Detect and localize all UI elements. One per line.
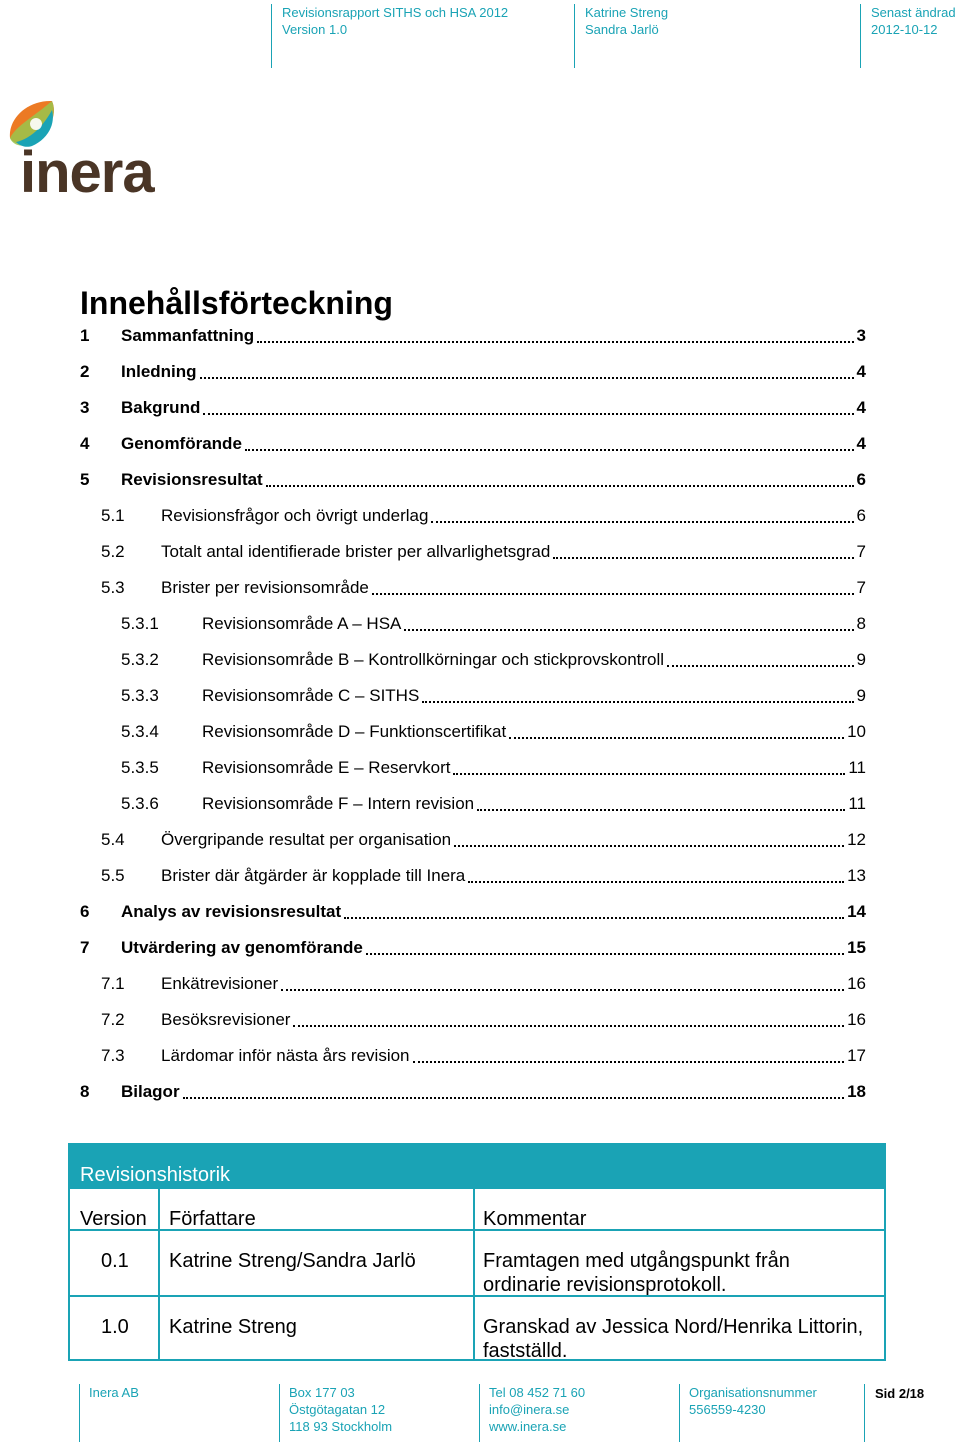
toc-leader-dots [422, 701, 853, 703]
toc-entry[interactable] [80, 966, 866, 1002]
toc-entry[interactable] [80, 354, 866, 390]
toc-entry[interactable] [80, 678, 866, 714]
toc-entry-page: 4 [856, 362, 866, 381]
revision-history-table [68, 1143, 886, 1361]
toc-title: Innehållsförteckning [80, 285, 393, 321]
header-changed-label: Senast ändrad [871, 5, 956, 20]
revision-version: 1.0 [101, 1316, 129, 1338]
toc-entry-title[interactable]: Sammanfattning [121, 326, 255, 345]
toc-entry[interactable] [80, 318, 866, 354]
header-version: Version 1.0 [282, 22, 348, 37]
toc-entry-number: 5.3.1 [121, 614, 159, 633]
toc-leader-dots [431, 521, 853, 523]
toc-entry-page: 14 [847, 902, 866, 921]
header-author-2: Sandra Jarlö [585, 22, 659, 37]
toc-entry-title[interactable]: Revisionsområde A – HSA [202, 614, 402, 633]
toc-leader-dots [257, 341, 853, 343]
toc-leader-dots [344, 917, 844, 919]
footer-org-label: Organisationsnummer [689, 1385, 817, 1400]
toc-entry-title[interactable]: Revisionsfrågor och övrigt underlag [161, 506, 429, 525]
footer-address-line: Östgötagatan 12 [289, 1402, 386, 1417]
footer-organisation [679, 1384, 817, 1442]
toc-leader-dots [266, 485, 854, 487]
footer-org-number: 556559-4230 [689, 1402, 766, 1417]
revision-version: 0.1 [101, 1250, 129, 1272]
table-divider [473, 1187, 475, 1361]
toc-leader-dots [509, 737, 844, 739]
toc-entry-page: 8 [856, 614, 866, 633]
toc-entry-title[interactable]: Bilagor [121, 1082, 180, 1101]
toc-entry-number: 3 [80, 398, 90, 417]
toc-entry[interactable] [80, 750, 866, 786]
toc-entry-number: 7.3 [101, 1046, 125, 1065]
table-divider [70, 1295, 886, 1297]
toc-entry-title[interactable]: Brister där åtgärder är kopplade till Inera [161, 866, 466, 885]
toc-entry-page: 11 [848, 794, 866, 813]
toc-entry[interactable] [80, 1002, 866, 1038]
toc-leader-dots [372, 593, 854, 595]
column-header-author: Författare [169, 1208, 256, 1230]
toc-entry-page: 11 [848, 758, 866, 777]
toc-entry-page: 15 [847, 938, 866, 957]
toc-entry-page: 12 [847, 830, 866, 849]
toc-entry-page: 4 [856, 434, 866, 453]
toc-entry[interactable] [80, 858, 866, 894]
toc-entry-number: 7.2 [101, 1010, 125, 1029]
toc-entry[interactable] [80, 570, 866, 606]
column-header-version: Version [80, 1208, 147, 1230]
footer-email[interactable]: info@inera.se [489, 1402, 570, 1417]
toc-entry-number: 8 [80, 1082, 90, 1101]
toc-entry[interactable] [80, 1038, 866, 1074]
toc-entry-page: 7 [856, 542, 866, 561]
toc-entry[interactable] [80, 930, 866, 966]
toc-leader-dots [366, 953, 844, 955]
toc-leader-dots [413, 1061, 845, 1063]
revision-comment: Granskad av Jessica Nord/Henrika Littorin, [483, 1316, 864, 1338]
toc-entry[interactable] [80, 822, 866, 858]
toc-entry-page: 16 [847, 1010, 866, 1029]
footer-company-name: Inera AB [89, 1385, 139, 1400]
footer-divider [864, 1384, 865, 1442]
toc-leader-dots [281, 989, 844, 991]
toc-entry-number: 5.3.2 [121, 650, 159, 669]
toc-entry-title[interactable]: Enkätrevisioner [161, 974, 279, 993]
toc-entry-title[interactable]: Totalt antal identifierade brister per allvarlighetsgrad [161, 542, 551, 561]
revision-author: Katrine Streng [169, 1316, 297, 1338]
toc-leader-dots [404, 629, 853, 631]
toc-leader-dots [183, 1097, 845, 1099]
toc-entry-number: 2 [80, 362, 90, 381]
header-changed [860, 4, 956, 68]
toc-entry-title[interactable]: Besöksrevisioner [161, 1010, 291, 1029]
toc-entry-number: 5.5 [101, 866, 125, 885]
toc-entry-title[interactable]: Inledning [121, 362, 197, 381]
toc-entry-number: 5.4 [101, 830, 125, 849]
footer-address-line: 118 93 Stockholm [289, 1419, 393, 1434]
toc-entry-number: 5.2 [101, 542, 125, 561]
header-changed-date: 2012-10-12 [871, 22, 938, 37]
inera-logo [6, 98, 176, 198]
toc-entry-page: 9 [856, 650, 866, 669]
toc-entry-number: 5 [80, 470, 90, 489]
toc-entry-page: 13 [847, 866, 866, 885]
revision-comment: ordinarie revisionsprotokoll. [483, 1274, 727, 1296]
toc-entry-title[interactable]: Utvärdering av genomförande [121, 938, 363, 957]
toc-entry-page: 3 [856, 326, 866, 345]
table-of-contents [80, 318, 866, 1110]
toc-entry[interactable] [80, 534, 866, 570]
footer-address [279, 1384, 392, 1442]
toc-entry-page: 10 [847, 722, 866, 741]
footer-website[interactable]: www.inera.se [489, 1419, 567, 1434]
toc-entry[interactable] [80, 606, 866, 642]
revision-comment: fastställd. [483, 1340, 568, 1362]
toc-entry-title[interactable]: Revisionsområde E – Reservkort [202, 758, 451, 777]
header-doc-title: Revisionsrapport SITHS och HSA 2012 [282, 5, 509, 20]
toc-leader-dots [477, 809, 845, 811]
toc-leader-dots [453, 773, 845, 775]
revision-history-title: Revisionshistorik [80, 1164, 231, 1186]
toc-entry-number: 5.3.6 [121, 794, 159, 813]
toc-entry-page: 17 [847, 1046, 866, 1065]
toc-entry-number: 5.3.4 [121, 722, 159, 741]
toc-entry-title[interactable]: Revisionsområde C – SITHS [202, 686, 420, 705]
toc-leader-dots [667, 665, 853, 667]
toc-entry[interactable] [80, 1074, 866, 1110]
toc-entry-number: 7.1 [101, 974, 125, 993]
table-divider [70, 1187, 886, 1189]
toc-entry-page: 9 [856, 686, 866, 705]
toc-entry-page: 6 [856, 506, 866, 525]
toc-entry-number: 7 [80, 938, 90, 957]
toc-entry-title[interactable]: Lärdomar inför nästa års revision [161, 1046, 410, 1065]
header-document-info [271, 4, 508, 68]
toc-entry-page: 6 [856, 470, 866, 489]
toc-leader-dots [468, 881, 844, 883]
toc-entry-title[interactable]: Analys av revisionsresultat [121, 902, 342, 921]
toc-entry-number: 5.3 [101, 578, 125, 597]
toc-entry-page: 16 [847, 974, 866, 993]
toc-entry-number: 5.3.5 [121, 758, 159, 777]
toc-entry-title[interactable]: Revisionsresultat [121, 470, 263, 489]
toc-entry-number: 1 [80, 326, 90, 345]
inera-logo-graphic [6, 98, 176, 198]
revision-author: Katrine Streng/Sandra Jarlö [169, 1250, 416, 1272]
toc-entry-number: 6 [80, 902, 90, 921]
toc-entry-title[interactable]: Revisionsområde D – Funktionscertifikat [202, 722, 507, 741]
table-divider [158, 1187, 160, 1361]
toc-entry-number: 5.1 [101, 506, 125, 525]
toc-entry-title[interactable]: Brister per revisionsområde [161, 578, 369, 597]
toc-entry[interactable] [80, 786, 866, 822]
toc-entry-number: 4 [80, 434, 90, 453]
toc-entry[interactable] [80, 642, 866, 678]
toc-entry[interactable] [80, 894, 866, 930]
revision-comment: Framtagen med utgångspunkt från [483, 1250, 790, 1272]
toc-entry-page: 18 [847, 1082, 866, 1101]
toc-leader-dots [293, 1025, 844, 1027]
toc-entry-number: 5.3.3 [121, 686, 159, 705]
footer-address-line: Box 177 03 [289, 1385, 355, 1400]
toc-entry-page: 7 [856, 578, 866, 597]
toc-leader-dots [203, 413, 853, 415]
inera-logo-wordmark: inera [20, 140, 154, 198]
footer-phone: Tel 08 452 71 60 [489, 1385, 586, 1400]
toc-entry[interactable] [80, 462, 866, 498]
toc-entry-page: 4 [856, 398, 866, 417]
header-authors [574, 4, 668, 68]
toc-leader-dots [200, 377, 854, 379]
toc-entry-title[interactable]: Övergripande resultat per organisation [161, 830, 452, 849]
toc-entry-title[interactable]: Revisionsområde B – Kontrollkörningar och stickprovskontroll [202, 650, 665, 669]
toc-leader-dots [245, 449, 854, 451]
toc-entry[interactable] [80, 498, 866, 534]
toc-entry[interactable] [80, 714, 866, 750]
toc-entry-title[interactable]: Revisionsområde F – Intern revision [202, 794, 475, 813]
page-number: Sid 2/18 [875, 1386, 925, 1401]
header-author-1: Katrine Streng [585, 5, 669, 20]
column-header-comment: Kommentar [483, 1208, 587, 1230]
toc-entry[interactable] [80, 390, 866, 426]
footer-contact [479, 1384, 585, 1442]
footer-company [79, 1384, 139, 1442]
toc-entry[interactable] [80, 426, 866, 462]
toc-leader-dots [553, 557, 853, 559]
toc-entry-title[interactable]: Bakgrund [121, 398, 201, 417]
toc-entry-title[interactable]: Genomförande [121, 434, 242, 453]
toc-leader-dots [454, 845, 844, 847]
